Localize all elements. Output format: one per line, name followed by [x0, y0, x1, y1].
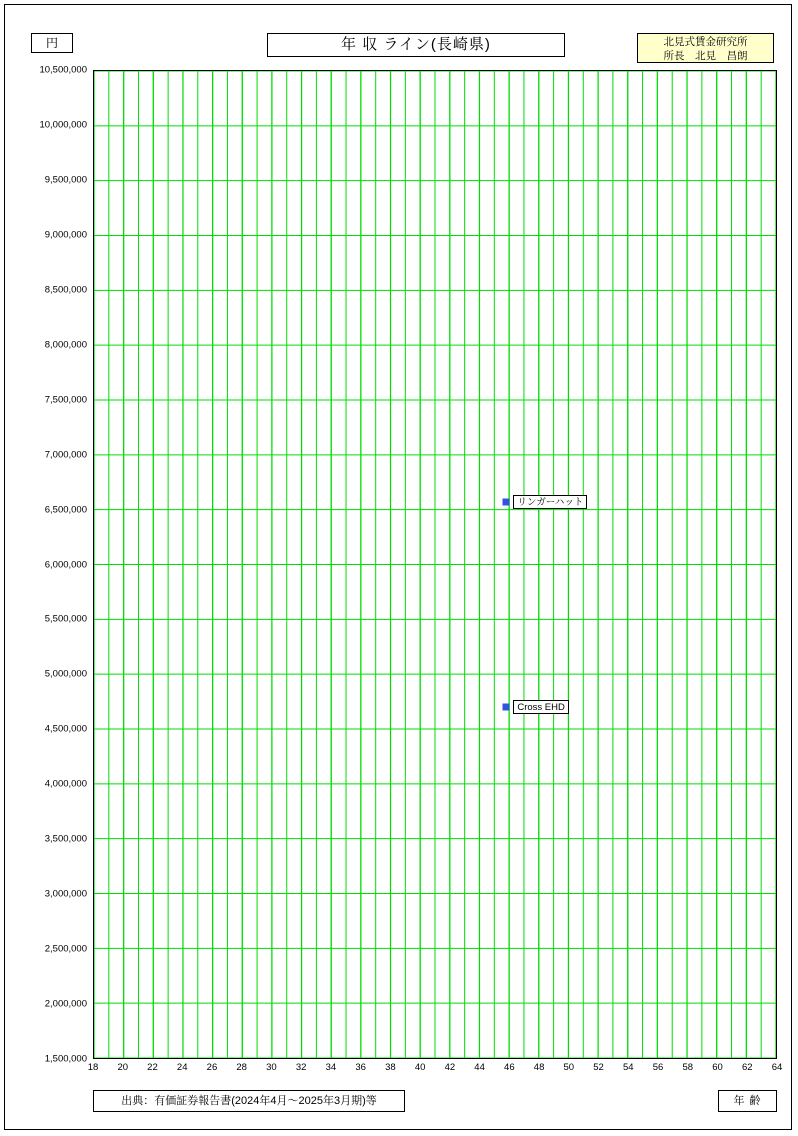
y-tick-label: 4,500,000 — [44, 723, 87, 735]
y-tick-label: 9,000,000 — [44, 229, 87, 241]
y-tick-label: 7,500,000 — [44, 394, 87, 406]
y-tick-label: 6,500,000 — [44, 504, 87, 516]
y-tick-label: 5,000,000 — [44, 668, 87, 680]
y-tick-label: 4,000,000 — [44, 778, 87, 790]
y-tick-label: 10,000,000 — [39, 119, 87, 131]
grid-lines — [94, 71, 776, 1058]
x-tick-label: 22 — [147, 1062, 158, 1073]
x-tick-label: 52 — [593, 1062, 604, 1073]
y-tick-label: 3,500,000 — [44, 833, 87, 845]
x-tick-label: 48 — [533, 1062, 545, 1073]
x-tick-label: 26 — [206, 1062, 218, 1073]
x-tick-label: 30 — [266, 1062, 277, 1073]
x-tick-label: 36 — [355, 1062, 366, 1073]
y-tick-label: 9,500,000 — [44, 174, 87, 186]
data-point-marker — [503, 498, 510, 505]
credit-box — [637, 33, 774, 63]
y-tick-label: 7,000,000 — [44, 449, 87, 461]
x-tick-label: 20 — [117, 1062, 129, 1073]
y-tick-label: 8,500,000 — [44, 284, 87, 296]
x-tick-label: 60 — [712, 1062, 723, 1073]
x-tick-label: 56 — [652, 1062, 664, 1073]
credit-line-2: 所長 北見 昌朗 — [663, 50, 748, 62]
y-tick-label: 1,500,000 — [44, 1053, 87, 1065]
x-tick-label: 34 — [325, 1062, 337, 1073]
x-tick-label: 46 — [504, 1062, 515, 1073]
plot-area — [93, 70, 777, 1059]
source-note: 出典：有価証券報告書(2024年4月～2025年3月期)等 — [93, 1090, 405, 1112]
x-tick-label: 18 — [87, 1062, 99, 1073]
x-tick-label: 32 — [295, 1062, 307, 1073]
page-title: 年 収 ライン(長崎県) — [267, 33, 565, 57]
data-point-marker — [503, 704, 510, 711]
x-tick-label: 62 — [741, 1062, 753, 1073]
credit-line-1: 北見式賃金研究所 — [663, 36, 748, 48]
data-point-label: Cross EHD — [513, 700, 569, 714]
x-axis-title: 年 齢 — [718, 1090, 777, 1112]
x-tick-label: 44 — [474, 1062, 485, 1073]
chart-frame — [4, 4, 792, 1130]
y-tick-label: 10,500,000 — [39, 64, 87, 76]
x-tick-label: 58 — [682, 1062, 694, 1073]
x-tick-label: 28 — [236, 1062, 247, 1073]
data-point-label: リンガーハット — [513, 495, 587, 509]
y-tick-label: 2,000,000 — [44, 998, 87, 1010]
y-tick-label: 2,500,000 — [44, 943, 87, 955]
x-tick-label: 40 — [414, 1062, 426, 1073]
x-tick-label: 42 — [444, 1062, 456, 1073]
y-tick-label: 8,000,000 — [44, 339, 87, 351]
x-tick-label: 54 — [623, 1062, 634, 1073]
x-tick-label: 64 — [771, 1062, 783, 1073]
x-tick-label: 50 — [563, 1062, 575, 1073]
x-tick-label: 24 — [176, 1062, 188, 1073]
x-tick-label: 38 — [385, 1062, 396, 1073]
unit-label: 円 — [31, 33, 73, 53]
y-tick-label: 5,500,000 — [44, 613, 87, 625]
y-tick-label: 6,000,000 — [44, 559, 87, 570]
y-tick-label: 3,000,000 — [44, 888, 87, 900]
